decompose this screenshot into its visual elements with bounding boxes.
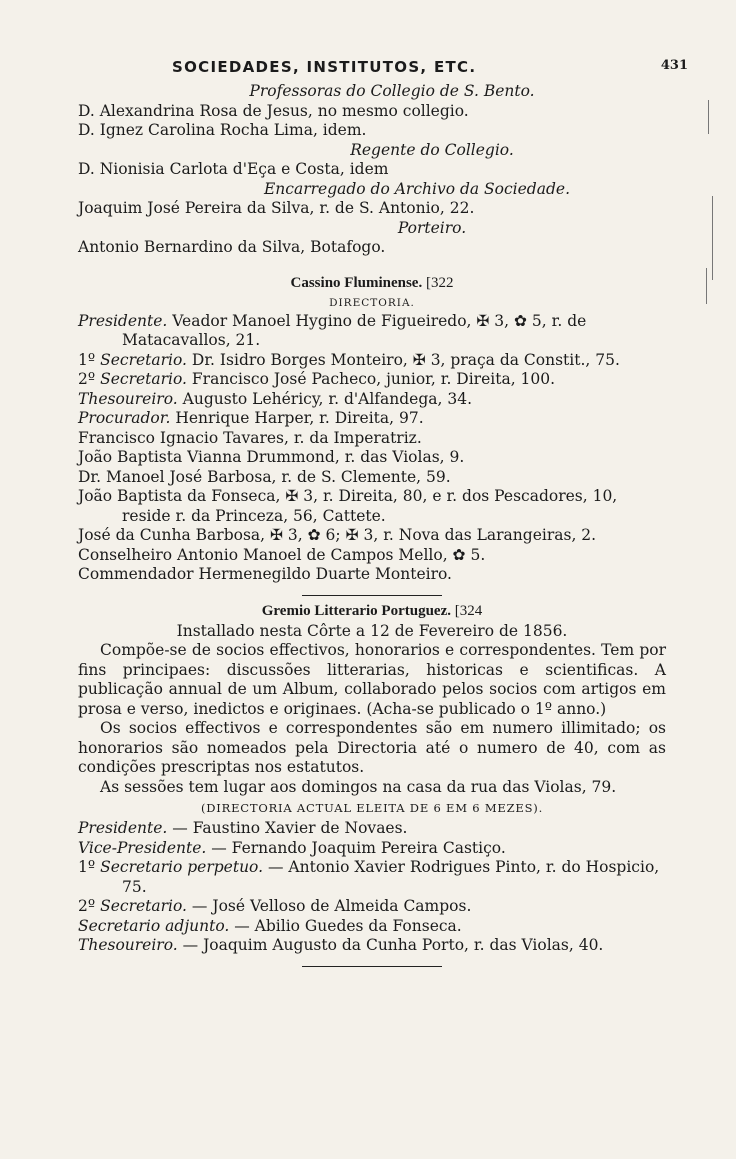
entry-text: — Joaquim Augusto da Cunha Porto, r. das Violas, 40. xyxy=(182,936,604,954)
role-label: Thesoureiro. xyxy=(78,936,178,954)
heading-porteiro: Porteiro. xyxy=(397,218,467,237)
entry-text: Henrique Harper, r. Direita, 97. xyxy=(175,409,424,427)
section-title-text: Gremio Litterario Portuguez. xyxy=(261,602,451,619)
section-title-cassino xyxy=(78,272,666,294)
ordinal: 1º xyxy=(78,858,96,876)
paragraph: As sessões tem lugar aos domingos na casa da rua das Violas, 79. xyxy=(100,777,617,796)
paragraph: Compõe-se de socios effectivos, honorarios e correspondentes. Tem por fins principaes: discussões litterarias, historicas e scientificas. A publicação annual de um Album, collaborado pelos socios com artigos em prosa e verso, inedictos e originaes. (Acha-se publicado o 1º anno.) xyxy=(78,641,666,718)
heading-professoras: Professoras do Collegio de S. Bento. xyxy=(249,82,535,100)
gremio-section xyxy=(78,600,666,956)
role-label: Secretario adjunto. xyxy=(78,916,230,935)
section-divider xyxy=(302,595,442,596)
section-ref: [324 xyxy=(454,602,483,619)
subheading-directoria: DIRECTORIA. xyxy=(329,296,415,309)
entry-secretario-2 xyxy=(78,370,666,390)
entry-text: — Faustino Xavier de Novaes. xyxy=(172,819,408,837)
entry-line: D. Alexandrina Rosa de Jesus, no mesmo collegio. xyxy=(78,101,469,120)
entry-procurador xyxy=(78,409,666,429)
entry-text: — Fernando Joaquim Pereira Castiço. xyxy=(211,838,506,857)
entry-line: D. Nionisia Carlota d'Eça e Costa, idem xyxy=(78,160,389,178)
page-header xyxy=(78,52,688,82)
ordinal: 1º xyxy=(78,350,96,369)
role-label: Thesoureiro. xyxy=(78,389,178,408)
entry-line: Antonio Bernardino da Silva, Botafogo. xyxy=(78,238,386,256)
role-label: Secretario. xyxy=(100,370,187,388)
entry-member: João Baptista da Fonseca, ✠ 3, r. Direita, 80, e r. dos Pescadores, 10, xyxy=(78,487,618,505)
entry-text: Veador Manoel Hygino de Figueiredo, ✠ 3, ✿ 5, r. de xyxy=(172,311,587,330)
entry-text: Dr. Isidro Borges Monteiro, ✠ 3, praça da Constit., 75. xyxy=(191,350,620,369)
sao-bento-section xyxy=(78,82,666,258)
entry-presidente xyxy=(78,312,666,332)
entry-text: Francisco José Pacheco, junior, r. Direita, 100. xyxy=(191,370,556,388)
entry-member: Commendador Hermenegildo Duarte Monteiro. xyxy=(78,565,452,583)
entry-text: — José Velloso de Almeida Campos. xyxy=(191,897,472,915)
entry-secretario-1 xyxy=(78,351,666,371)
margin-mark xyxy=(708,100,709,134)
role-label: Procurador. xyxy=(78,409,171,427)
entry-secretario-adjunto xyxy=(78,917,666,937)
ordinal: 2º xyxy=(78,370,96,388)
entry-member: Francisco Ignacio Tavares, r. da Imperatriz. xyxy=(78,428,422,447)
heading-archivo: Encarregado do Archivo da Sociedade. xyxy=(263,179,570,198)
section-divider xyxy=(302,966,442,967)
ordinal: 2º xyxy=(78,897,96,915)
entry-thesoureiro xyxy=(78,390,666,410)
entry-continuation: reside r. da Princeza, 56, Cattete. xyxy=(122,506,386,525)
paragraph: Os socios effectivos e correspondentes são em numero illimitado; os honorarios são nomeados pela Directoria até o numero de 40, com as condições prescriptas nos estatutos. xyxy=(78,719,666,776)
entry-vice-presidente xyxy=(78,839,666,859)
entry-text: Augusto Lehéricy, r. d'Alfandega, 34. xyxy=(182,389,473,408)
entry-text: — Antonio Xavier Rodrigues Pinto, r. do Hospicio, 75. xyxy=(122,858,660,896)
role-label: Vice-Presidente. xyxy=(78,838,207,857)
role-label: Secretario. xyxy=(100,350,187,369)
entry-thesoureiro xyxy=(78,936,666,956)
heading-regente: Regente do Collegio. xyxy=(350,140,514,159)
entry-member: João Baptista Vianna Drummond, r. das Violas, 9. xyxy=(78,448,465,466)
cassino-section xyxy=(78,272,666,585)
running-title: SOCIEDADES, INSTITUTOS, ETC. xyxy=(172,58,477,76)
role-label: Presidente. xyxy=(78,819,168,837)
directoria-note: (DIRECTORIA ACTUAL ELEITA DE 6 EM 6 MEZES). xyxy=(200,801,544,815)
document-page xyxy=(78,52,688,971)
entry-presidente xyxy=(78,819,666,839)
installed-line: Installado nesta Côrte a 12 de Fevereiro de 1856. xyxy=(176,621,568,640)
section-ref: [322 xyxy=(425,274,454,291)
entry-line: Joaquim José Pereira da Silva, r. de S. Antonio, 22. xyxy=(78,199,475,217)
role-label: Secretario perpetuo. xyxy=(100,858,264,876)
entry-secretario-perpetuo xyxy=(78,858,666,897)
entry-line: D. Ignez Carolina Rocha Lima, idem. xyxy=(78,121,367,139)
margin-mark xyxy=(706,268,707,304)
entry-continuation: Matacavallos, 21. xyxy=(122,331,261,349)
role-label: Presidente. xyxy=(78,311,168,330)
margin-mark xyxy=(712,196,713,280)
page-number: 431 xyxy=(660,58,688,73)
entry-text: — Abilio Guedes da Fonseca. xyxy=(234,916,462,935)
section-title-gremio xyxy=(78,600,666,622)
entry-member: José da Cunha Barbosa, ✠ 3, ✿ 6; ✠ 3, r. Nova das Larangeiras, 2. xyxy=(78,526,597,544)
entry-secretario-2 xyxy=(78,897,666,917)
role-label: Secretario. xyxy=(100,897,187,915)
entry-member: Dr. Manoel José Barbosa, r. de S. Clemente, 59. xyxy=(78,467,451,486)
entry-member: Conselheiro Antonio Manoel de Campos Mello, ✿ 5. xyxy=(78,545,486,564)
section-title-text: Cassino Fluminense. xyxy=(290,274,423,291)
